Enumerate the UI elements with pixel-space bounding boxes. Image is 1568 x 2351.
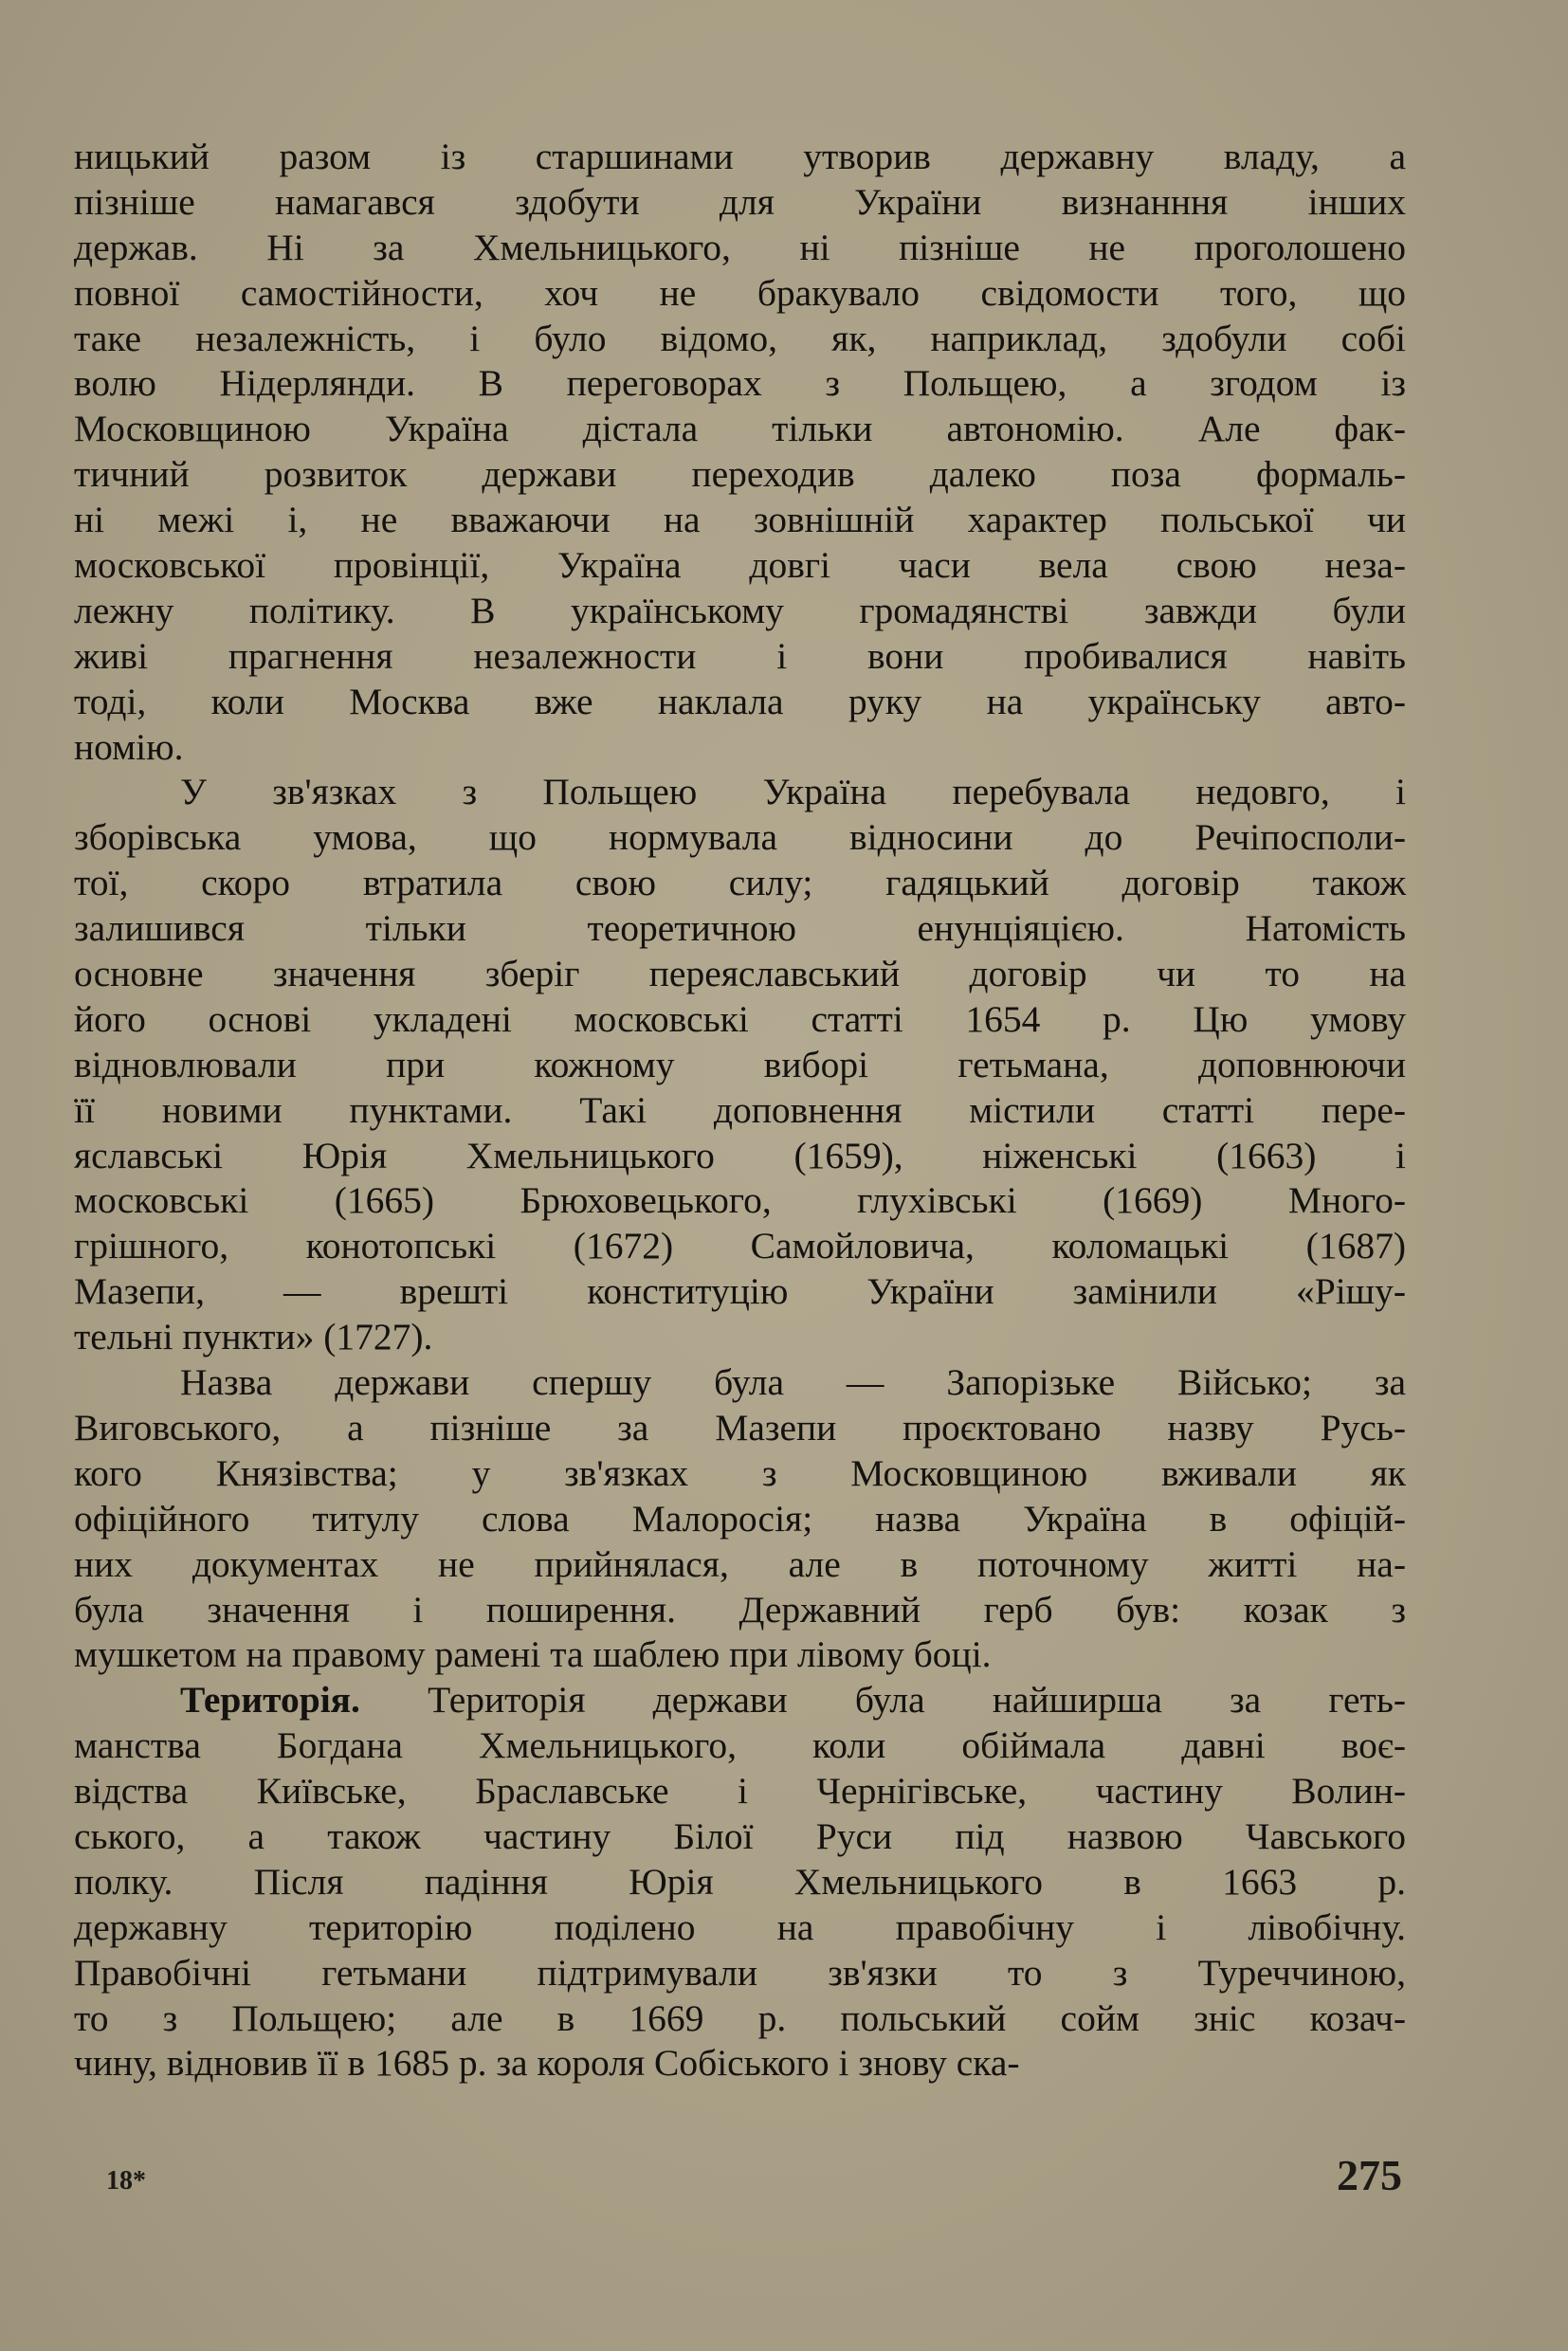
text-line bbox=[74, 952, 1406, 997]
text-line bbox=[74, 770, 1406, 815]
text-line bbox=[74, 1905, 1406, 1951]
page-number: 275 bbox=[1337, 2151, 1402, 2199]
text-line bbox=[74, 1632, 1406, 1678]
text-line-content: У зв'язках з Польщею Україна перебувала недовго, і bbox=[180, 771, 1406, 813]
text-line-content: номію. bbox=[74, 725, 184, 768]
text-line bbox=[74, 634, 1406, 680]
text-line bbox=[74, 1224, 1406, 1269]
text-line-content: тельні пункти» (1727). bbox=[74, 1316, 433, 1358]
text-line bbox=[74, 1178, 1406, 1224]
text-line-content: ні межі і, не вважаючи на зовнішній характер польської чи bbox=[74, 499, 1406, 541]
text-line-content: Правобічні гетьмани підтримували зв'язки то з Туреччиною, bbox=[74, 1951, 1406, 1994]
text-line-content: таке незалежність, і було відомо, як, наприклад, здобули собі bbox=[74, 317, 1406, 359]
text-line bbox=[74, 1542, 1406, 1588]
text-line-content: них документах не прийнялася, але в поточному житті на- bbox=[74, 1542, 1406, 1585]
text-line bbox=[74, 180, 1406, 226]
text-line-content: то з Польщею; але в 1669 р. польський сойм зніс козач- bbox=[74, 1996, 1406, 2039]
text-line bbox=[74, 1814, 1406, 1860]
text-line-content: відства Київське, Браславське і Чернігівське, частину Волин- bbox=[74, 1770, 1406, 1813]
text-line bbox=[74, 1497, 1406, 1542]
text-line bbox=[74, 452, 1406, 498]
text-line-content: державну територію поділено на правобічну і лівобічну. bbox=[74, 1905, 1406, 1948]
text-line bbox=[74, 317, 1406, 362]
text-line-content: грішного, конотопські (1672) Самойловича, коломацькі (1687) bbox=[74, 1225, 1406, 1267]
text-line bbox=[74, 135, 1406, 180]
text-line bbox=[74, 725, 1406, 771]
text-line-content: чину, відновив її в 1685 р. за короля Собіського і знову ска- bbox=[74, 2042, 1020, 2085]
text-line-content: волю Нідерлянди. В переговорах з Польщею, а згодом із bbox=[74, 362, 1406, 405]
text-line bbox=[74, 1406, 1406, 1451]
text-line-content: московської провінції, Україна довгі часи вела свою неза- bbox=[74, 544, 1406, 587]
text-line bbox=[74, 1315, 1406, 1360]
text-line bbox=[74, 498, 1406, 543]
text-line-content: Територія держави була найширша за геть- bbox=[359, 1679, 1406, 1722]
text-line-content: залишився тільки теоретичною енунціяцією. Натомість bbox=[74, 907, 1406, 950]
text-line-content: основне значення зберіг переяславський договір чи то на bbox=[74, 953, 1406, 995]
text-line-content: лежну політику. В українському громадянстві завжди були bbox=[74, 589, 1406, 631]
text-line bbox=[74, 589, 1406, 634]
text-line-content: його основі укладені московські статті 1654 р. Цю умову bbox=[74, 997, 1406, 1040]
text-line bbox=[74, 361, 1406, 407]
text-line bbox=[74, 906, 1406, 952]
text-line-content: офіційного титулу слова Малоросія; назва Україна в офіцій- bbox=[74, 1497, 1406, 1540]
text-line bbox=[74, 680, 1406, 725]
paragraph bbox=[74, 770, 1406, 1360]
text-line-content: полку. Після падіння Юрія Хмельницького в 1663 р. bbox=[74, 1860, 1406, 1903]
text-line-content: зборівська умова, що нормувала відносини до Речіпосполи- bbox=[74, 816, 1406, 859]
text-line bbox=[74, 1996, 1406, 2042]
text-line-content: живі прагнення незалежности і вони пробивалися навіть bbox=[74, 634, 1406, 677]
text-line bbox=[74, 1723, 1406, 1769]
text-line bbox=[74, 543, 1406, 589]
text-line-content: пізніше намагався здобути для України визнанння інших bbox=[74, 180, 1406, 223]
text-line-content: ського, а також частину Білої Руси під назвою Чавського bbox=[74, 1814, 1406, 1857]
paragraph bbox=[74, 1360, 1406, 1678]
section-heading: Територія. bbox=[180, 1679, 360, 1722]
text-line bbox=[74, 1134, 1406, 1179]
body-text bbox=[74, 135, 1406, 2087]
text-line bbox=[74, 1769, 1406, 1814]
text-line bbox=[74, 997, 1406, 1043]
signature-mark: 18* bbox=[106, 2166, 146, 2196]
text-line-content: Московщиною Україна дістала тільки автономію. Але фак- bbox=[74, 408, 1406, 450]
text-line-content: тої, скоро втратила свою силу; гадяцький договір також bbox=[74, 862, 1406, 904]
text-line-content: держав. Ні за Хмельницького, ні пізніше не проголошено bbox=[74, 226, 1406, 268]
text-line bbox=[74, 1451, 1406, 1497]
text-line bbox=[74, 1360, 1406, 1406]
text-line-content: відновлювали при кожному виборі гетьмана, доповнюючи bbox=[74, 1043, 1406, 1085]
text-line-content: яславські Юрія Хмельницького (1659), ніженські (1663) і bbox=[74, 1134, 1406, 1176]
text-line-content: Назва держави спершу була — Запорізьке Військо; за bbox=[180, 1361, 1406, 1404]
text-line-content: московські (1665) Брюховецького, глухівські (1669) Много- bbox=[74, 1179, 1406, 1222]
text-line bbox=[74, 1088, 1406, 1134]
text-line-content: манства Богдана Хмельницького, коли обіймала давні воє- bbox=[74, 1724, 1406, 1767]
text-line-content: мушкетом на правому рамені та шаблею при лівому боці. bbox=[74, 1633, 992, 1676]
text-line bbox=[74, 1588, 1406, 1633]
text-line-content: її новими пунктами. Такі доповнення містили статті пере- bbox=[74, 1088, 1406, 1131]
text-line bbox=[74, 1678, 1406, 1723]
text-line bbox=[74, 2041, 1406, 2087]
text-line-content: ницький разом із старшинами утворив державну владу, а bbox=[74, 136, 1406, 177]
text-line bbox=[74, 815, 1406, 861]
paragraph bbox=[74, 135, 1406, 770]
text-line bbox=[74, 1860, 1406, 1905]
text-line bbox=[74, 226, 1406, 271]
text-line-content: повної самостійности, хоч не бракувало свідомости того, що bbox=[74, 271, 1406, 314]
text-line-content: була значення і поширення. Державний герб був: козак з bbox=[74, 1588, 1406, 1631]
text-line bbox=[74, 1269, 1406, 1315]
text-line-content: тичний розвиток держави переходив далеко поза формаль- bbox=[74, 453, 1406, 496]
text-line-content: Мазепи, — врешті конституцію України замінили «Рішу- bbox=[74, 1270, 1406, 1313]
text-line bbox=[74, 861, 1406, 906]
paragraph bbox=[74, 1678, 1406, 2087]
text-line-content: кого Князівства; у зв'язках з Московщиною вживали як bbox=[74, 1451, 1406, 1494]
text-line bbox=[74, 1043, 1406, 1088]
text-line bbox=[74, 407, 1406, 452]
text-line-content: тоді, коли Москва вже наклала руку на українську авто- bbox=[74, 680, 1406, 722]
text-line-content: Виговського, а пізніше за Мазепи проєктовано назву Русь- bbox=[74, 1406, 1406, 1449]
text-line bbox=[74, 1951, 1406, 1996]
text-line bbox=[74, 271, 1406, 317]
